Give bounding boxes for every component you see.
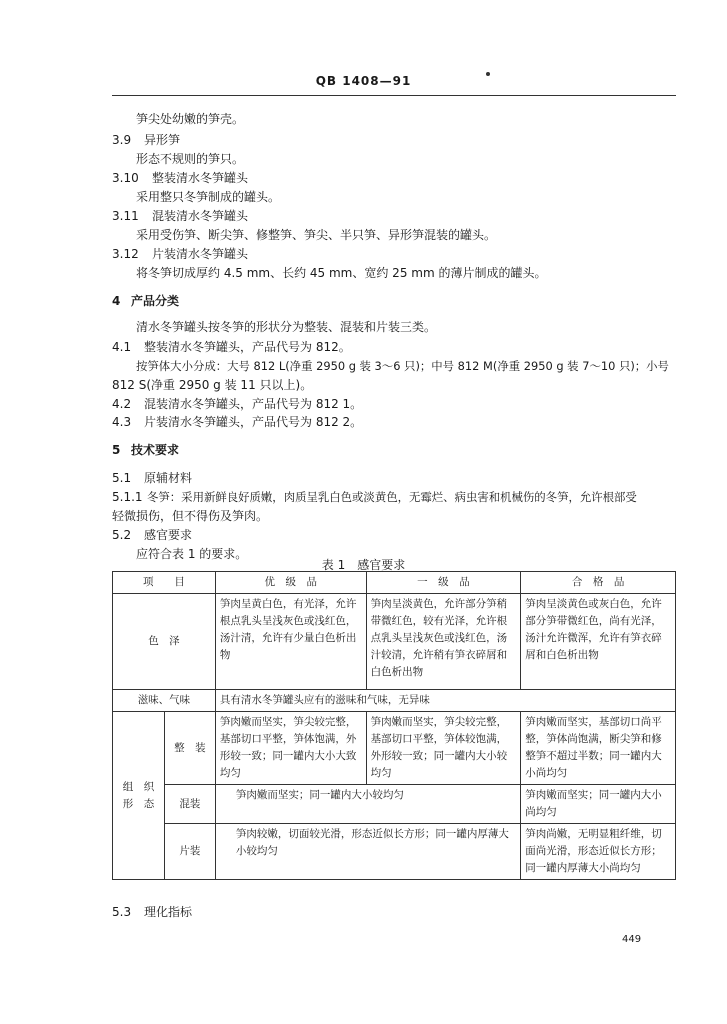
section-number: 3.11	[112, 209, 139, 223]
header-mark	[486, 72, 490, 76]
header-excellent: 优 级 品	[215, 572, 366, 594]
body-line: 笋尖处幼嫩的笋壳。	[136, 112, 245, 126]
row-label-mixed: 混装	[164, 785, 215, 824]
body-line: 形态不规则的笋只。	[136, 152, 245, 166]
body-line: 混装清水冬笋罐头，产品代号为 812 1。	[144, 397, 363, 411]
cell-taste-all: 具有清水冬笋罐头应有的滋味和气味，无异味	[215, 690, 675, 712]
cell-slice-qualified: 笋肉尚嫩，无明显粗纤维，切面尚光滑，形态近似长方形；同一罐内厚薄大小尚均匀	[521, 824, 676, 880]
table-header-row	[113, 572, 676, 594]
table-row-color	[113, 594, 676, 690]
page-number: 449	[622, 934, 642, 945]
body-line: 采用受伤笋、断尖笋、修整笋、笋尖、半只笋、异形笋混装的罐头。	[136, 228, 497, 242]
section-number: 3.12	[112, 247, 139, 261]
section-number: 3.9	[112, 133, 132, 147]
table-row-mixed	[113, 785, 676, 824]
section-number: 4.3	[112, 415, 132, 429]
body-line: 应符合表 1 的要求。	[136, 547, 248, 561]
section-title: 理化指标	[144, 905, 193, 919]
row-label-color: 色 泽	[113, 594, 216, 690]
body-line: 片装清水冬笋罐头，产品代号为 812 2。	[144, 415, 363, 429]
section-title: 异形笋	[144, 133, 181, 147]
section-title: 感官要求	[144, 528, 193, 542]
section-number: 3.10	[112, 171, 139, 185]
body-line: 整装清水冬笋罐头，产品代号为 812。	[144, 340, 351, 354]
sensory-requirements-table	[112, 571, 676, 880]
standard-code-header: QB 1408—91	[315, 74, 412, 88]
cell-slice-excellent-first: 笋肉较嫩，切面较光滑，形态近似长方形；同一罐内厚薄大小较均匀	[215, 824, 520, 880]
section-number: 5	[112, 443, 121, 457]
row-label-slice: 片装	[164, 824, 215, 880]
header-qualified: 合 格 品	[521, 572, 676, 594]
body-line: 812 S(净重 2950 g 装 11 只以上)。	[112, 378, 313, 392]
header-first: 一 级 品	[366, 572, 521, 594]
table-row-slice	[113, 824, 676, 880]
cell-mixed-qualified: 笋肉嫩而坚实；同一罐内大小尚均匀	[521, 785, 676, 824]
cell-color-excellent: 笋肉呈黄白色，有光泽，允许根点乳头呈浅灰色或浅红色，汤汁清，允许有少量白色析出物	[215, 594, 366, 690]
section-title: 产品分类	[131, 294, 180, 308]
section-number: 4.2	[112, 397, 132, 411]
body-line: 按笋体大小分成：大号 812 L(净重 2950 g 装 3～6 只)；中号 812 M(净重 2950 g 装 7～10 只)；小号	[136, 359, 669, 373]
row-label-texture: 组 织 形 态	[113, 712, 165, 880]
table-row-whole	[113, 712, 676, 785]
row-label-whole: 整 装	[164, 712, 215, 785]
cell-color-qualified: 笋肉呈淡黄色或灰白色，允许部分笋带微红色，尚有光泽，汤汁允许微浑，允许有笋衣碎屑和白色析出物	[521, 594, 676, 690]
header-item: 项 目	[113, 572, 216, 594]
section-number: 4.1	[112, 340, 132, 354]
body-line: 冬笋：采用新鲜良好质嫩，肉质呈乳白色或淡黄色，无霉烂、病虫害和机械伤的冬笋，允许根部受	[147, 490, 637, 504]
table-caption: 表 1 感官要求	[321, 558, 406, 572]
section-number: 5.1.1	[112, 490, 143, 504]
row-label-taste: 滋味、气味	[113, 690, 216, 712]
section-title: 混装清水冬笋罐头	[152, 209, 249, 223]
body-line: 将冬笋切成厚约 4.5 mm、长约 45 mm、宽约 25 mm 的薄片制成的罐头。	[136, 266, 547, 280]
cell-mixed-excellent-first: 笋肉嫩而坚实；同一罐内大小较均匀	[215, 785, 520, 824]
section-title: 片装清水冬笋罐头	[152, 247, 249, 261]
section-title: 技术要求	[131, 443, 180, 457]
section-title: 整装清水冬笋罐头	[152, 171, 249, 185]
cell-whole-first: 笋肉嫩而坚实，笋尖较完整，基部切口平整，笋体较饱满，外形较一致；同一罐内大小较均匀	[366, 712, 521, 785]
section-number: 5.2	[112, 528, 132, 542]
section-number: 4	[112, 294, 121, 308]
body-line: 清水冬笋罐头按冬笋的形状分为整装、混装和片装三类。	[136, 320, 437, 334]
section-title: 原辅材料	[144, 471, 193, 485]
cell-whole-excellent: 笋肉嫩而坚实，笋尖较完整，基部切口平整，笋体饱满，外形较一致；同一罐内大小大致均匀	[215, 712, 366, 785]
table-row-taste	[113, 690, 676, 712]
cell-whole-qualified: 笋肉嫩而坚实，基部切口尚平整，笋体尚饱满，断尖笋和修整笋不超过半数；同一罐内大小尚均匀	[521, 712, 676, 785]
section-number: 5.3	[112, 905, 132, 919]
cell-color-first: 笋肉呈淡黄色，允许部分笋稍带微红色，较有光泽，允许根点乳头呈浅灰色或浅红色，汤汁较清，允许稍有笋衣碎屑和白色析出物	[366, 594, 521, 690]
body-line: 采用整只冬笋制成的罐头。	[136, 190, 281, 204]
section-number: 5.1	[112, 471, 132, 485]
header-rule	[112, 95, 676, 96]
body-line: 轻微损伤，但不得伤及笋肉。	[112, 509, 269, 523]
